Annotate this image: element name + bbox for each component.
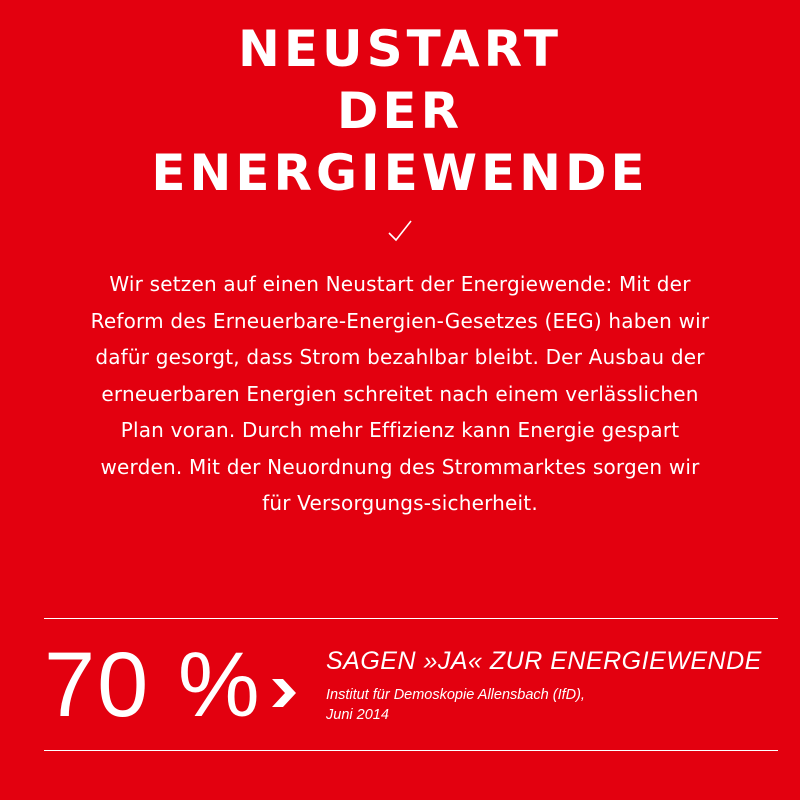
divider-bottom (44, 750, 778, 751)
checkmark-icon (387, 218, 413, 244)
stat-source (326, 685, 726, 725)
headline-line-2: DER (336, 82, 464, 140)
headline (0, 18, 800, 204)
body-paragraph: Wir setzen auf einen Neustart der Energiewende: Mit der Reform des Erneuerbare-Energien-Gesetzes (EEG) haben wir dafür gesorgt, dass Strom bezahlbar bleibt. Der Ausbau der erneuerbaren Energien schreitet nach einem verlässlichen Plan voran. Durch mehr Effizienz kann Energie gespart werden. Mit der Neuordnung des Strommarktes sorgen wir für Versorgungs-sicherheit. (90, 272, 710, 515)
divider-top (44, 618, 778, 619)
stat-source-line-2: Juni 2014 (326, 707, 389, 723)
stat-percentage: 70 % (44, 634, 262, 736)
headline-line-1: NEUSTART (238, 20, 562, 78)
chevron-right-icon (266, 676, 300, 710)
stat-source-line-1: Institut für Demoskopie Allensbach (IfD), (326, 687, 585, 703)
stat-label: SAGEN »JA« ZUR ENERGIEWENDE (326, 647, 762, 675)
headline-line-3: ENERGIEWENDE (151, 144, 649, 202)
